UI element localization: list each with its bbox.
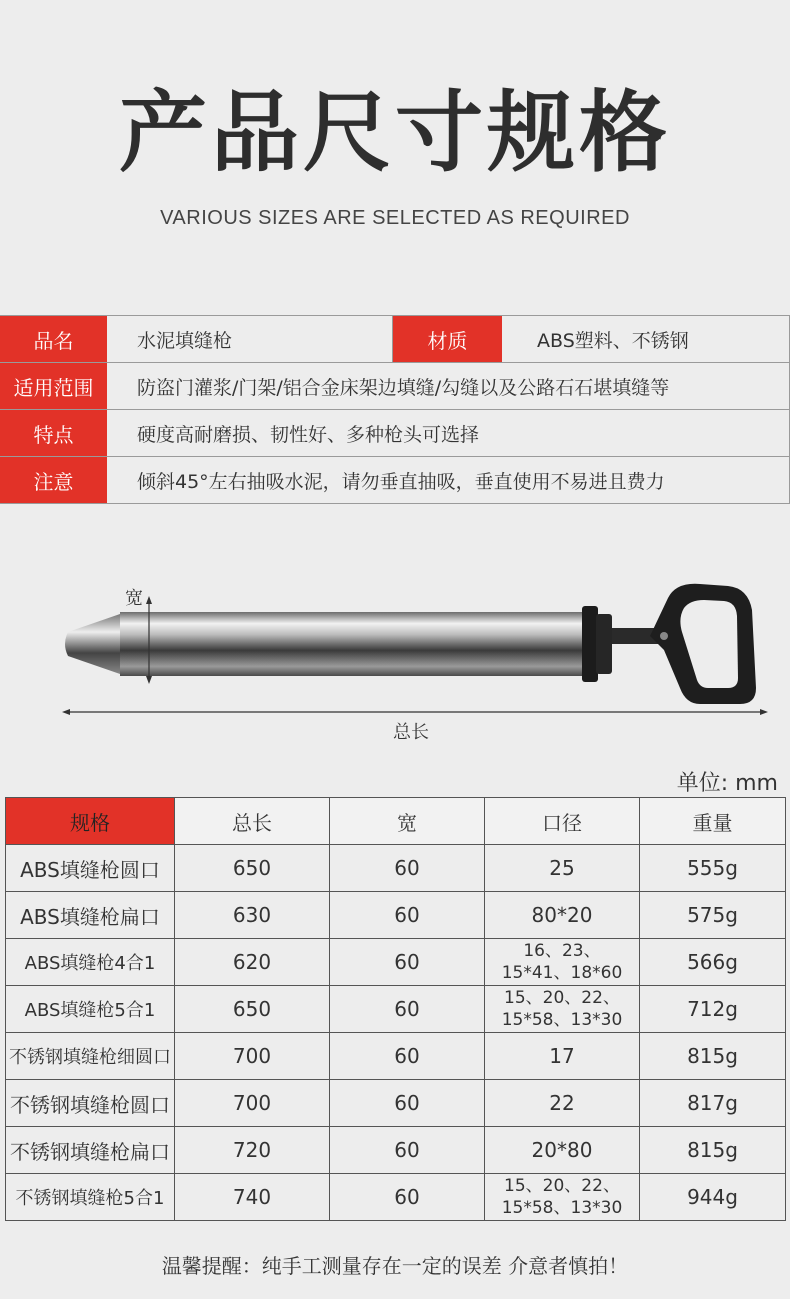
spec-caliber-cell <box>485 1033 640 1080</box>
caliber-line: 17 <box>549 1044 575 1068</box>
tube-shape <box>120 612 586 676</box>
spec-name-cell: ABS填缝枪4合1 <box>6 939 175 986</box>
spec-width-cell: 60 <box>330 939 485 986</box>
caliber-line: 25 <box>549 856 575 880</box>
spec-name-cell: ABS填缝枪5合1 <box>6 986 175 1033</box>
table-row <box>6 1080 786 1127</box>
spec-name-cell: 不锈钢填缝枪细圆口 <box>6 1033 175 1080</box>
spec-length-cell: 650 <box>175 986 330 1033</box>
info-row-note <box>0 457 790 504</box>
length-label: 总长 <box>393 722 429 743</box>
header-weight: 重量 <box>640 798 786 845</box>
info-value-material: ABS塑料、不锈钢 <box>502 316 790 362</box>
spec-caliber-cell <box>485 939 640 986</box>
unit-label: 单位: mm <box>676 771 778 796</box>
info-label-material: 材质 <box>393 316 502 362</box>
header-spec: 规格 <box>6 798 175 845</box>
product-info-table <box>0 315 790 504</box>
spec-width-cell: 60 <box>330 1080 485 1127</box>
caliber-line: 22 <box>549 1091 575 1115</box>
spec-name-cell: 不锈钢填缝枪圆口 <box>6 1080 175 1127</box>
spec-width-cell: 60 <box>330 1127 485 1174</box>
info-label-name: 品名 <box>0 316 107 362</box>
table-row <box>6 892 786 939</box>
spec-caliber-cell <box>485 1080 640 1127</box>
spec-length-cell: 740 <box>175 1174 330 1221</box>
info-row-name <box>0 315 790 363</box>
spec-width-cell: 60 <box>330 1174 485 1221</box>
info-value-feature: 硬度高耐磨损、韧性好、多种枪头可选择 <box>107 410 790 456</box>
spec-length-cell: 650 <box>175 845 330 892</box>
spec-name-cell: 不锈钢填缝枪5合1 <box>6 1174 175 1221</box>
spec-width-cell: 60 <box>330 845 485 892</box>
info-label-note: 注意 <box>0 457 107 503</box>
spec-length-cell: 700 <box>175 1033 330 1080</box>
nozzle-shape <box>65 614 120 674</box>
info-value-name: 水泥填缝枪 <box>107 316 393 362</box>
collar-shape <box>582 606 598 682</box>
info-label-feature: 特点 <box>0 410 107 456</box>
caliber-line: 20*80 <box>531 1138 593 1162</box>
table-row <box>6 1174 786 1221</box>
info-value-note: 倾斜45°左右抽吸水泥，请勿垂直抽吸，垂直使用不易进且费力 <box>107 457 790 503</box>
spec-length-cell: 720 <box>175 1127 330 1174</box>
info-row-feature <box>0 410 790 457</box>
caliber-line: 80*20 <box>531 903 593 927</box>
caliber-line: 15、20、22、 <box>504 1176 620 1196</box>
spec-length-cell: 630 <box>175 892 330 939</box>
spec-caliber-cell <box>485 986 640 1033</box>
spec-weight-cell: 944g <box>640 1174 786 1221</box>
spec-weight-cell: 712g <box>640 986 786 1033</box>
spec-table <box>5 797 786 1221</box>
spec-weight-cell: 575g <box>640 892 786 939</box>
footer-note: 温馨提醒：纯手工测量存在一定的误差 介意者慎拍！ <box>161 1254 629 1278</box>
info-row-scope <box>0 363 790 410</box>
spec-caliber-cell <box>485 845 640 892</box>
table-row <box>6 1127 786 1174</box>
caliber-line: 15*58、13*30 <box>501 1198 623 1218</box>
spec-width-cell: 60 <box>330 986 485 1033</box>
spec-weight-cell: 815g <box>640 1033 786 1080</box>
caliber-line: 15、20、22、 <box>504 988 620 1008</box>
info-label-scope: 适用范围 <box>0 363 107 409</box>
spec-caliber-cell <box>485 892 640 939</box>
caliber-line: 16、23、 <box>523 941 601 961</box>
header-length: 总长 <box>175 798 330 845</box>
spec-name-cell: ABS填缝枪扁口 <box>6 892 175 939</box>
spec-width-cell: 60 <box>330 892 485 939</box>
info-value-scope: 防盗门灌浆/门架/铝合金床架边填缝/勾缝以及公路石石堪填缝等 <box>107 363 790 409</box>
spec-weight-cell: 555g <box>640 845 786 892</box>
caliber-line: 15*58、13*30 <box>501 1010 623 1030</box>
spec-length-cell: 700 <box>175 1080 330 1127</box>
product-diagram <box>0 570 790 760</box>
table-row <box>6 1033 786 1080</box>
spec-caliber-cell <box>485 1174 640 1221</box>
width-label: 宽 <box>125 588 143 609</box>
spec-header-row <box>6 798 786 845</box>
page-subtitle: VARIOUS SIZES ARE SELECTED AS REQUIRED <box>160 207 630 229</box>
spec-weight-cell: 566g <box>640 939 786 986</box>
spec-length-cell: 620 <box>175 939 330 986</box>
header-caliber: 口径 <box>485 798 640 845</box>
table-row <box>6 845 786 892</box>
table-row <box>6 939 786 986</box>
spec-name-cell: ABS填缝枪圆口 <box>6 845 175 892</box>
table-row <box>6 986 786 1033</box>
page-title: 产品尺寸规格 <box>118 81 671 184</box>
header-width: 宽 <box>330 798 485 845</box>
spec-width-cell: 60 <box>330 1033 485 1080</box>
spec-weight-cell: 817g <box>640 1080 786 1127</box>
spec-name-cell: 不锈钢填缝枪扁口 <box>6 1127 175 1174</box>
spec-weight-cell: 815g <box>640 1127 786 1174</box>
caliber-line: 15*41、18*60 <box>501 963 623 983</box>
spec-caliber-cell <box>485 1127 640 1174</box>
